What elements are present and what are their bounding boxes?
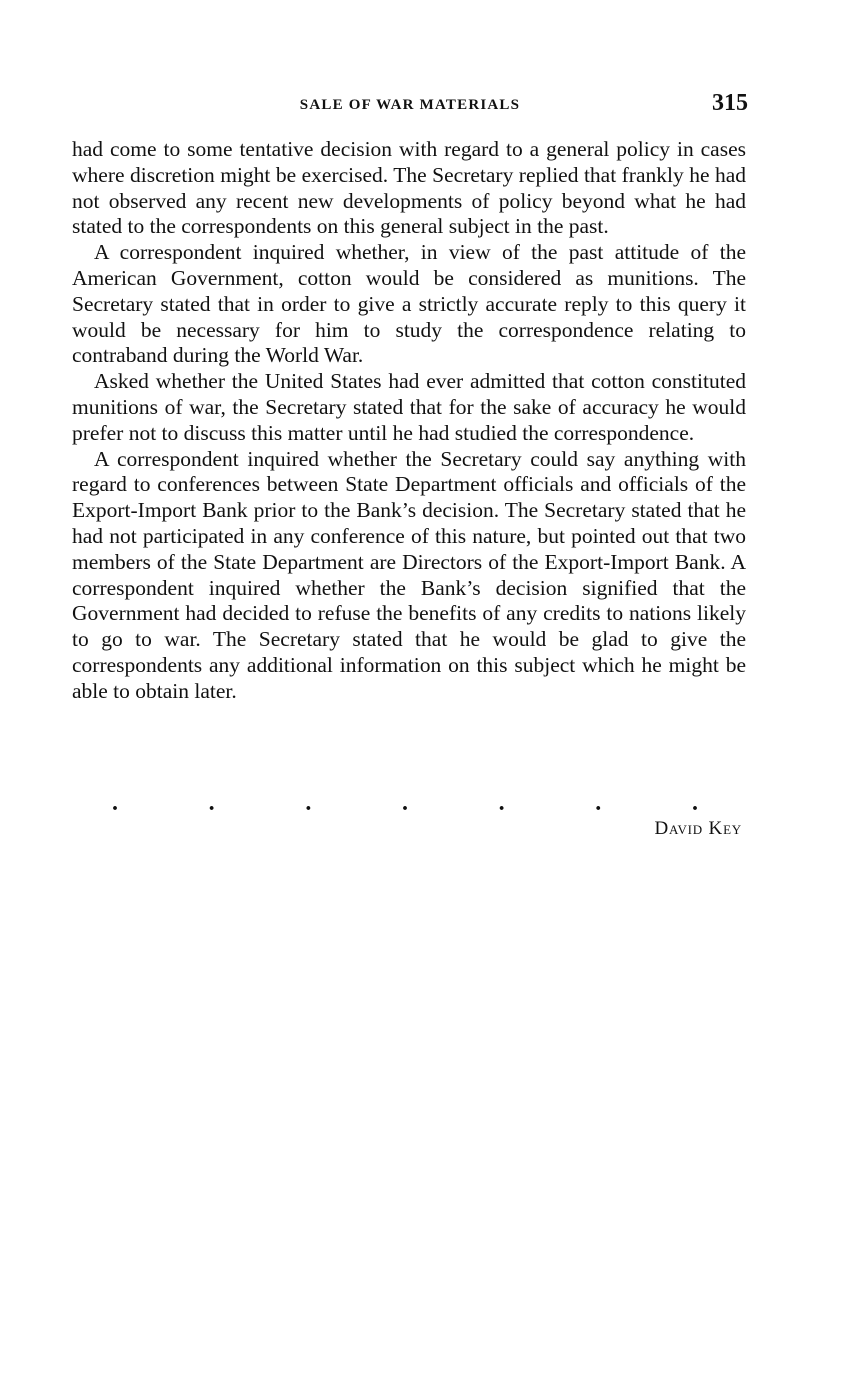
ellipsis-dot: . bbox=[498, 790, 505, 816]
paragraph-united-states-admission: Asked whether the United States had ever admitted that cotton constituted munitions of war, the Secretary stated that for the sake of accuracy he would prefer not to discuss this matter until he had studied the correspondence. bbox=[72, 369, 746, 445]
omission-ellipsis bbox=[72, 788, 748, 818]
paragraph-cotton-munitions: A correspondent inquired whether, in view of the past attitude of the American Government, cotton would be considered as munitions. The Secretary stated that in order to give a strictly accurate reply to this query it would be necessary for him to study the correspondence relating to contraband during the World War. bbox=[72, 240, 746, 368]
ellipsis-dot: . bbox=[691, 790, 698, 816]
paragraph-continuation: had come to some tentative decision with regard to a general policy in cases where discretion might be exercised. The Secretary replied that frankly he had not observed any recent new developments of policy beyond what he had stated to the correspondents on this general subject in the past. bbox=[72, 137, 746, 239]
signature: David Key bbox=[654, 818, 742, 839]
paragraph-export-import-bank: A correspondent inquired whether the Secretary could say anything with regard to conferences between State Department officials and officials of the Export-Import Bank prior to the Bank’s decision. The Secretary stated that he had not participated in any conference of this nature, but pointed out that two members of the State Department are Directors of the Export-Import Bank. A correspondent inquired whether the Bank’s decision signified that the Government had decided to refuse the benefits of any credits to nations likely to go to war. The Secretary stated that he would be glad to give the correspondents any additional information on this subject which he might be able to obtain later. bbox=[72, 446, 746, 703]
running-head bbox=[72, 90, 748, 122]
page-number: 315 bbox=[712, 90, 748, 116]
running-title: SALE OF WAR MATERIALS bbox=[299, 97, 521, 113]
ellipsis-dot: . bbox=[305, 790, 312, 816]
ellipsis-dot: . bbox=[112, 790, 118, 816]
ellipsis-dot: . bbox=[595, 790, 602, 816]
ellipsis-dot: . bbox=[401, 790, 408, 816]
body-text bbox=[72, 137, 746, 705]
ellipsis-dot: . bbox=[208, 790, 215, 816]
